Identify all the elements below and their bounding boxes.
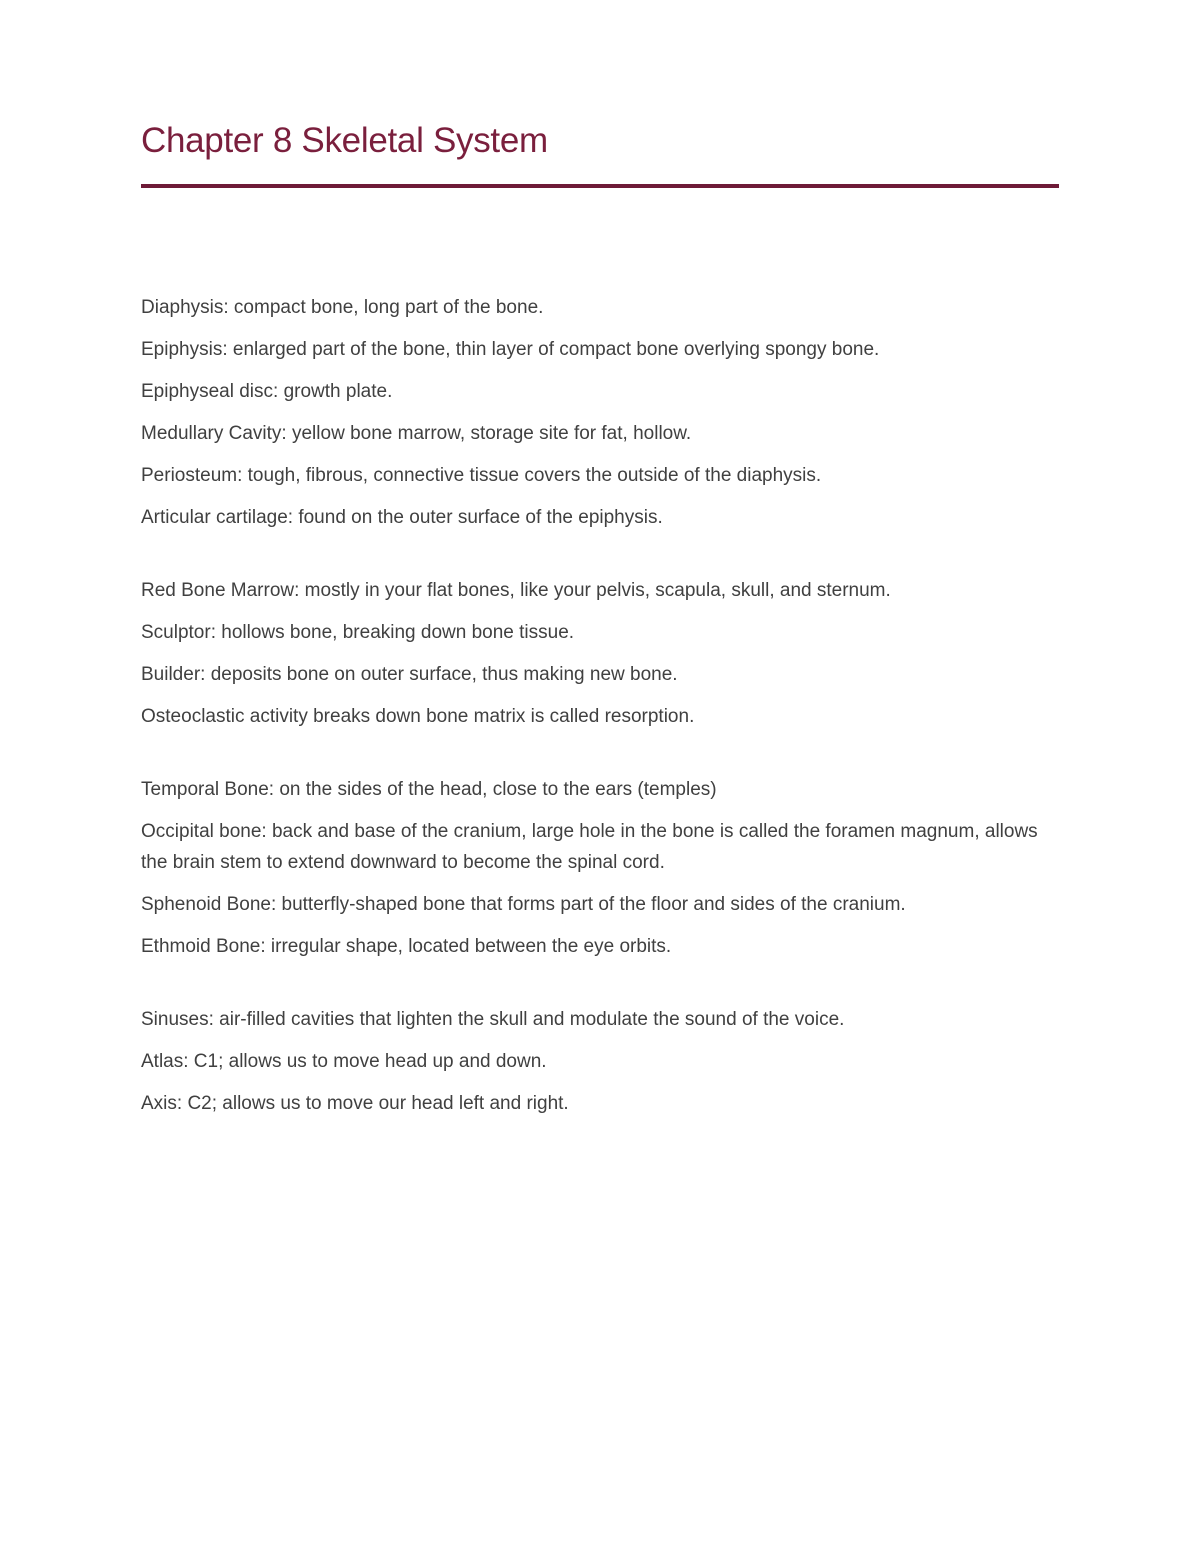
section-bone-marrow (141, 575, 1059, 732)
paragraph: Sinuses: air-filled cavities that lighten the skull and modulate the sound of the voice. (141, 1009, 845, 1030)
section-bone-anatomy (141, 292, 1059, 533)
document-content (141, 118, 1059, 1161)
document-title: Chapter 8 Skeletal System (141, 121, 548, 160)
paragraph: Builder: deposits bone on outer surface, thus making new bone. (141, 664, 678, 685)
paragraph: Articular cartilage: found on the outer surface of the epiphysis. (141, 507, 663, 528)
paragraph: Periosteum: tough, fibrous, connective tissue covers the outside of the diaphysis. (141, 465, 822, 486)
section-cranial-bones (141, 774, 1059, 962)
paragraph: Medullary Cavity: yellow bone marrow, storage site for fat, hollow. (141, 423, 692, 444)
document-body (141, 292, 1059, 1119)
paragraph: Epiphysis: enlarged part of the bone, thin layer of compact bone overlying spongy bone. (141, 339, 880, 360)
paragraph: Osteoclastic activity breaks down bone matrix is called resorption. (141, 706, 695, 727)
paragraph: Sphenoid Bone: butterfly-shaped bone that forms part of the floor and sides of the cranium. (141, 894, 906, 915)
paragraph: Atlas: C1; allows us to move head up and down. (141, 1051, 547, 1072)
paragraph: Epiphyseal disc: growth plate. (141, 381, 393, 402)
paragraph: Diaphysis: compact bone, long part of the bone. (141, 297, 544, 318)
section-sinuses-vertebrae (141, 1004, 1059, 1119)
title-divider (141, 184, 1059, 188)
paragraph: Red Bone Marrow: mostly in your flat bones, like your pelvis, scapula, skull, and sternum. (141, 580, 891, 601)
paragraph: Axis: C2; allows us to move our head left and right. (141, 1093, 569, 1114)
paragraph: Ethmoid Bone: irregular shape, located between the eye orbits. (141, 936, 672, 957)
paragraph: Temporal Bone: on the sides of the head, close to the ears (temples) (141, 779, 717, 800)
paragraph: Occipital bone: back and base of the cranium, large hole in the bone is called the foramen magnum, allows the brain stem to extend downward to become the spinal cord. (141, 821, 1038, 873)
paragraph: Sculptor: hollows bone, breaking down bone tissue. (141, 622, 575, 643)
